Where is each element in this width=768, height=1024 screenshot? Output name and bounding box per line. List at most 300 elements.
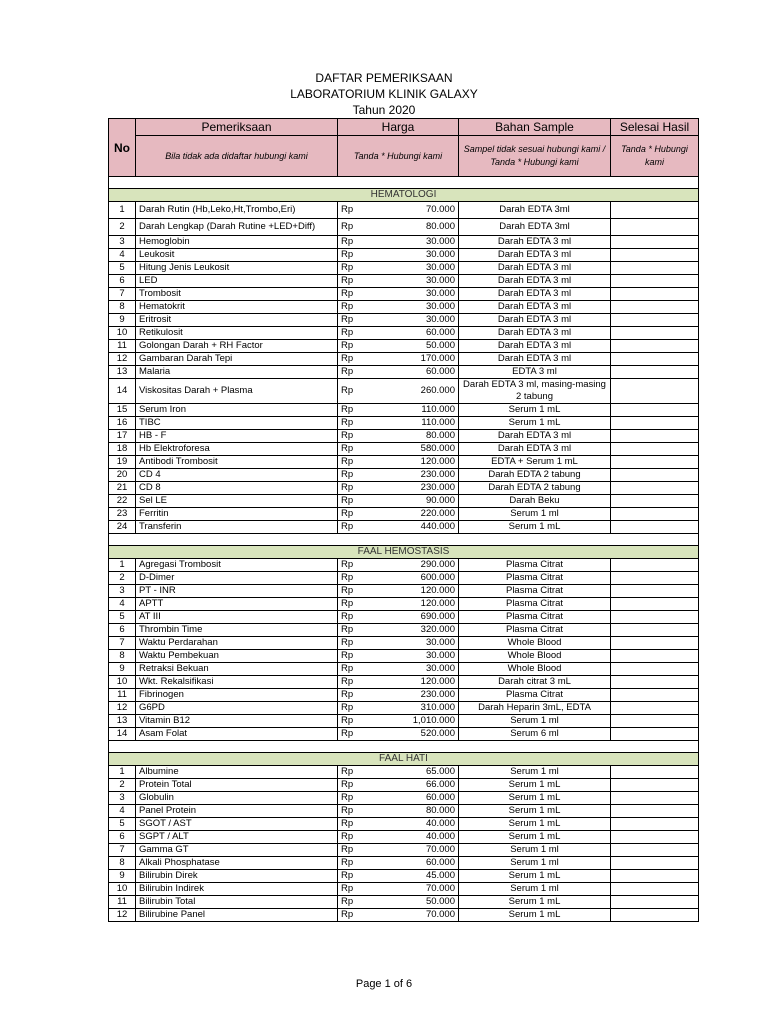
result-time: [611, 689, 699, 702]
table-row: [109, 495, 699, 508]
table-row: [109, 598, 699, 611]
test-name: Sel LE: [136, 495, 338, 508]
result-time: [611, 340, 699, 353]
price-value: 70.000: [374, 883, 459, 896]
result-time: [611, 909, 699, 922]
table-row: [109, 314, 699, 327]
currency-label: Rp: [338, 728, 374, 741]
sample-material: Whole Blood: [459, 637, 611, 650]
table-row: [109, 624, 699, 637]
test-name: Bilirubine Panel: [136, 909, 338, 922]
sample-material: Plasma Citrat: [459, 689, 611, 702]
section-header-row: [109, 546, 699, 559]
test-name: G6PD: [136, 702, 338, 715]
row-number: 6: [109, 275, 136, 288]
price-value: 120.000: [374, 456, 459, 469]
result-time: [611, 430, 699, 443]
currency-label: Rp: [338, 715, 374, 728]
result-time: [611, 844, 699, 857]
test-name: Golongan Darah + RH Factor: [136, 340, 338, 353]
price-value: 45.000: [374, 870, 459, 883]
test-name: AT III: [136, 611, 338, 624]
sample-material: Serum 1 mL: [459, 909, 611, 922]
price-value: 90.000: [374, 495, 459, 508]
test-name: CD 8: [136, 482, 338, 495]
price-value: 310.000: [374, 702, 459, 715]
currency-label: Rp: [338, 831, 374, 844]
spacer-row: [109, 741, 699, 753]
result-time: [611, 831, 699, 844]
row-number: 4: [109, 805, 136, 818]
price-value: 30.000: [374, 249, 459, 262]
sample-material: Whole Blood: [459, 663, 611, 676]
result-time: [611, 327, 699, 340]
sample-material: Darah EDTA 3ml: [459, 219, 611, 236]
sample-material: Serum 1 mL: [459, 779, 611, 792]
sample-material: Darah EDTA 3 ml: [459, 430, 611, 443]
test-name: Bilirubin Indirek: [136, 883, 338, 896]
table-row: [109, 275, 699, 288]
currency-label: Rp: [338, 379, 374, 404]
table-row: [109, 559, 699, 572]
price-value: 440.000: [374, 521, 459, 534]
table-row: [109, 353, 699, 366]
result-time: [611, 585, 699, 598]
price-value: 30.000: [374, 236, 459, 249]
row-number: 14: [109, 728, 136, 741]
table-row: [109, 521, 699, 534]
test-name: Darah Lengkap (Darah Rutine +LED+Diff): [136, 219, 338, 236]
sample-material: EDTA 3 ml: [459, 366, 611, 379]
result-time: [611, 857, 699, 870]
sample-material: Serum 1 ml: [459, 857, 611, 870]
table-row: [109, 236, 699, 249]
test-name: HB - F: [136, 430, 338, 443]
test-name: Panel Protein: [136, 805, 338, 818]
sample-material: Serum 1 mL: [459, 417, 611, 430]
sample-material: Plasma Citrat: [459, 572, 611, 585]
test-name: Gamma GT: [136, 844, 338, 857]
row-number: 1: [109, 766, 136, 779]
currency-label: Rp: [338, 689, 374, 702]
test-name: APTT: [136, 598, 338, 611]
currency-label: Rp: [338, 508, 374, 521]
currency-label: Rp: [338, 353, 374, 366]
price-value: 70.000: [374, 844, 459, 857]
spacer-cell: [109, 177, 699, 189]
table-row: [109, 288, 699, 301]
table-row: [109, 219, 699, 236]
row-number: 14: [109, 379, 136, 404]
price-value: 60.000: [374, 327, 459, 340]
result-time: [611, 870, 699, 883]
result-time: [611, 805, 699, 818]
currency-label: Rp: [338, 650, 374, 663]
spacer-row: [109, 534, 699, 546]
currency-label: Rp: [338, 663, 374, 676]
sample-material: Darah EDTA 3 ml, masing-masing 2 tabung: [459, 379, 611, 404]
price-value: 30.000: [374, 288, 459, 301]
currency-label: Rp: [338, 805, 374, 818]
table-body: [109, 177, 699, 922]
table-row: [109, 650, 699, 663]
row-number: 11: [109, 689, 136, 702]
price-value: 30.000: [374, 663, 459, 676]
test-name: Fibrinogen: [136, 689, 338, 702]
result-time: [611, 353, 699, 366]
test-name: CD 4: [136, 469, 338, 482]
test-name: Bilirubin Total: [136, 896, 338, 909]
note-harga: Tanda * Hubungi kami: [338, 136, 459, 177]
row-number: 12: [109, 702, 136, 715]
table-row: [109, 818, 699, 831]
table-row: [109, 702, 699, 715]
row-number: 2: [109, 219, 136, 236]
row-number: 3: [109, 792, 136, 805]
row-number: 6: [109, 831, 136, 844]
test-name: Retraksi Bekuan: [136, 663, 338, 676]
row-number: 21: [109, 482, 136, 495]
result-time: [611, 521, 699, 534]
table-row: [109, 611, 699, 624]
currency-label: Rp: [338, 219, 374, 236]
price-value: 66.000: [374, 779, 459, 792]
table-row: [109, 202, 699, 219]
price-value: 80.000: [374, 430, 459, 443]
test-name: Transferin: [136, 521, 338, 534]
price-value: 320.000: [374, 624, 459, 637]
row-number: 9: [109, 663, 136, 676]
document-year: Tahun 2020: [352, 103, 416, 117]
table-row: [109, 870, 699, 883]
row-number: 19: [109, 456, 136, 469]
row-number: 7: [109, 844, 136, 857]
spacer-row: [109, 177, 699, 189]
test-name: Trombosit: [136, 288, 338, 301]
result-time: [611, 598, 699, 611]
table-row: [109, 366, 699, 379]
price-value: 70.000: [374, 909, 459, 922]
test-name: Hb Elektroforesa: [136, 443, 338, 456]
test-name: LED: [136, 275, 338, 288]
price-value: 170.000: [374, 353, 459, 366]
currency-label: Rp: [338, 870, 374, 883]
currency-label: Rp: [338, 340, 374, 353]
sample-material: Darah EDTA 2 tabung: [459, 482, 611, 495]
result-time: [611, 219, 699, 236]
test-name: Ferritin: [136, 508, 338, 521]
price-value: 65.000: [374, 766, 459, 779]
header-bahan-sample: Bahan Sample: [459, 119, 611, 136]
row-number: 11: [109, 340, 136, 353]
row-number: 11: [109, 896, 136, 909]
sample-material: Darah EDTA 3 ml: [459, 443, 611, 456]
price-value: 230.000: [374, 689, 459, 702]
currency-label: Rp: [338, 314, 374, 327]
row-number: 5: [109, 818, 136, 831]
test-name: Bilirubin Direk: [136, 870, 338, 883]
result-time: [611, 262, 699, 275]
price-value: 690.000: [374, 611, 459, 624]
sample-material: Plasma Citrat: [459, 598, 611, 611]
price-value: 120.000: [374, 598, 459, 611]
row-number: 8: [109, 650, 136, 663]
section-header-row: [109, 189, 699, 202]
row-number: 8: [109, 857, 136, 870]
note-pemeriksaan: Bila tidak ada didaftar hubungi kami: [136, 136, 338, 177]
row-number: 20: [109, 469, 136, 482]
test-name: SGPT / ALT: [136, 831, 338, 844]
table-row: [109, 909, 699, 922]
currency-label: Rp: [338, 766, 374, 779]
result-time: [611, 482, 699, 495]
test-name: Waktu Pembekuan: [136, 650, 338, 663]
test-name: Hematokrit: [136, 301, 338, 314]
result-time: [611, 792, 699, 805]
row-number: 13: [109, 366, 136, 379]
row-number: 5: [109, 611, 136, 624]
currency-label: Rp: [338, 896, 374, 909]
row-number: 16: [109, 417, 136, 430]
price-value: 50.000: [374, 340, 459, 353]
result-time: [611, 572, 699, 585]
sample-material: Darah EDTA 3 ml: [459, 236, 611, 249]
sample-material: Darah EDTA 3 ml: [459, 314, 611, 327]
table-header-row: [109, 119, 699, 136]
currency-label: Rp: [338, 883, 374, 896]
row-number: 12: [109, 353, 136, 366]
currency-label: Rp: [338, 430, 374, 443]
row-number: 7: [109, 637, 136, 650]
row-number: 10: [109, 883, 136, 896]
result-time: [611, 469, 699, 482]
table-row: [109, 249, 699, 262]
table-row: [109, 676, 699, 689]
sample-material: Darah EDTA 3 ml: [459, 353, 611, 366]
row-number: 23: [109, 508, 136, 521]
section-title: FAAL HEMOSTASIS: [109, 546, 699, 559]
result-time: [611, 624, 699, 637]
sample-material: Darah Beku: [459, 495, 611, 508]
currency-label: Rp: [338, 417, 374, 430]
result-time: [611, 896, 699, 909]
row-number: 2: [109, 572, 136, 585]
sample-material: EDTA + Serum 1 mL: [459, 456, 611, 469]
table-row: [109, 715, 699, 728]
currency-label: Rp: [338, 611, 374, 624]
sample-material: Darah citrat 3 mL: [459, 676, 611, 689]
test-name: Albumine: [136, 766, 338, 779]
table-note-row: [109, 136, 699, 177]
section-title: FAAL HATI: [109, 753, 699, 766]
result-time: [611, 404, 699, 417]
price-value: 80.000: [374, 219, 459, 236]
price-value: 120.000: [374, 676, 459, 689]
table-row: [109, 482, 699, 495]
test-name: Globulin: [136, 792, 338, 805]
table-row: [109, 430, 699, 443]
row-number: 24: [109, 521, 136, 534]
table-row: [109, 443, 699, 456]
result-time: [611, 236, 699, 249]
price-value: 60.000: [374, 366, 459, 379]
table-row: [109, 404, 699, 417]
test-name: Leukosit: [136, 249, 338, 262]
sample-material: Serum 6 ml: [459, 728, 611, 741]
currency-label: Rp: [338, 909, 374, 922]
sample-material: Serum 1 ml: [459, 883, 611, 896]
sample-material: Serum 1 mL: [459, 870, 611, 883]
spacer-cell: [109, 741, 699, 753]
result-time: [611, 611, 699, 624]
currency-label: Rp: [338, 327, 374, 340]
price-value: 60.000: [374, 792, 459, 805]
test-name: Protein Total: [136, 779, 338, 792]
test-name: Asam Folat: [136, 728, 338, 741]
row-number: 9: [109, 314, 136, 327]
price-value: 580.000: [374, 443, 459, 456]
row-number: 3: [109, 236, 136, 249]
sample-material: Serum 1 mL: [459, 792, 611, 805]
table-row: [109, 728, 699, 741]
result-time: [611, 779, 699, 792]
table-row: [109, 456, 699, 469]
result-time: [611, 417, 699, 430]
table-row: [109, 301, 699, 314]
header-no: No: [109, 119, 136, 177]
table-row: [109, 883, 699, 896]
table-row: [109, 831, 699, 844]
table-row: [109, 663, 699, 676]
table-row: [109, 779, 699, 792]
table-row: [109, 766, 699, 779]
currency-label: Rp: [338, 262, 374, 275]
result-time: [611, 715, 699, 728]
price-value: 80.000: [374, 805, 459, 818]
price-table: [108, 118, 699, 922]
result-time: [611, 202, 699, 219]
sample-material: Serum 1 mL: [459, 896, 611, 909]
sample-material: Darah EDTA 3 ml: [459, 327, 611, 340]
price-value: 1,010.000: [374, 715, 459, 728]
price-value: 40.000: [374, 818, 459, 831]
result-time: [611, 637, 699, 650]
currency-label: Rp: [338, 366, 374, 379]
test-name: Hitung Jenis Leukosit: [136, 262, 338, 275]
table-row: [109, 262, 699, 275]
test-name: Alkali Phosphatase: [136, 857, 338, 870]
currency-label: Rp: [338, 818, 374, 831]
sample-material: Plasma Citrat: [459, 559, 611, 572]
test-name: Waktu Perdarahan: [136, 637, 338, 650]
sample-material: Serum 1 ml: [459, 508, 611, 521]
currency-label: Rp: [338, 624, 374, 637]
test-name: Retikulosit: [136, 327, 338, 340]
test-name: D-Dimer: [136, 572, 338, 585]
table-row: [109, 327, 699, 340]
row-number: 2: [109, 779, 136, 792]
currency-label: Rp: [338, 676, 374, 689]
price-value: 110.000: [374, 417, 459, 430]
price-value: 30.000: [374, 314, 459, 327]
result-time: [611, 456, 699, 469]
currency-label: Rp: [338, 779, 374, 792]
price-value: 520.000: [374, 728, 459, 741]
row-number: 7: [109, 288, 136, 301]
test-name: Viskositas Darah + Plasma: [136, 379, 338, 404]
price-value: 110.000: [374, 404, 459, 417]
sample-material: Serum 1 ml: [459, 844, 611, 857]
result-time: [611, 508, 699, 521]
currency-label: Rp: [338, 249, 374, 262]
sample-material: Darah EDTA 3ml: [459, 202, 611, 219]
sample-material: Serum 1 mL: [459, 818, 611, 831]
result-time: [611, 818, 699, 831]
result-time: [611, 702, 699, 715]
row-number: 6: [109, 624, 136, 637]
table-row: [109, 805, 699, 818]
row-number: 5: [109, 262, 136, 275]
row-number: 10: [109, 327, 136, 340]
result-time: [611, 495, 699, 508]
row-number: 22: [109, 495, 136, 508]
header-harga: Harga: [338, 119, 459, 136]
test-name: Darah Rutin (Hb,Leko,Ht,Trombo,Eri): [136, 202, 338, 219]
result-time: [611, 676, 699, 689]
note-selesai-hasil: Tanda * Hubungi kami: [611, 136, 699, 177]
price-value: 30.000: [374, 275, 459, 288]
row-number: 12: [109, 909, 136, 922]
price-value: 600.000: [374, 572, 459, 585]
row-number: 4: [109, 249, 136, 262]
table-row: [109, 508, 699, 521]
row-number: 8: [109, 301, 136, 314]
currency-label: Rp: [338, 236, 374, 249]
sample-material: Serum 1 ml: [459, 715, 611, 728]
currency-label: Rp: [338, 844, 374, 857]
result-time: [611, 249, 699, 262]
row-number: 1: [109, 559, 136, 572]
sample-material: Serum 1 mL: [459, 805, 611, 818]
currency-label: Rp: [338, 559, 374, 572]
row-number: 10: [109, 676, 136, 689]
sample-material: Darah EDTA 3 ml: [459, 249, 611, 262]
price-value: 120.000: [374, 585, 459, 598]
price-value: 30.000: [374, 637, 459, 650]
test-name: Vitamin B12: [136, 715, 338, 728]
sample-material: Serum 1 ml: [459, 766, 611, 779]
sample-material: Serum 1 mL: [459, 831, 611, 844]
currency-label: Rp: [338, 637, 374, 650]
table-row: [109, 469, 699, 482]
sample-material: Darah EDTA 2 tabung: [459, 469, 611, 482]
result-time: [611, 366, 699, 379]
sample-material: Darah EDTA 3 ml: [459, 262, 611, 275]
result-time: [611, 559, 699, 572]
test-name: Hemoglobin: [136, 236, 338, 249]
currency-label: Rp: [338, 792, 374, 805]
currency-label: Rp: [338, 469, 374, 482]
header-selesai-hasil: Selesai Hasil: [611, 119, 699, 136]
currency-label: Rp: [338, 702, 374, 715]
result-time: [611, 443, 699, 456]
price-value: 230.000: [374, 482, 459, 495]
row-number: 3: [109, 585, 136, 598]
currency-label: Rp: [338, 202, 374, 219]
row-number: 15: [109, 404, 136, 417]
test-name: Agregasi Trombosit: [136, 559, 338, 572]
section-header-row: [109, 753, 699, 766]
